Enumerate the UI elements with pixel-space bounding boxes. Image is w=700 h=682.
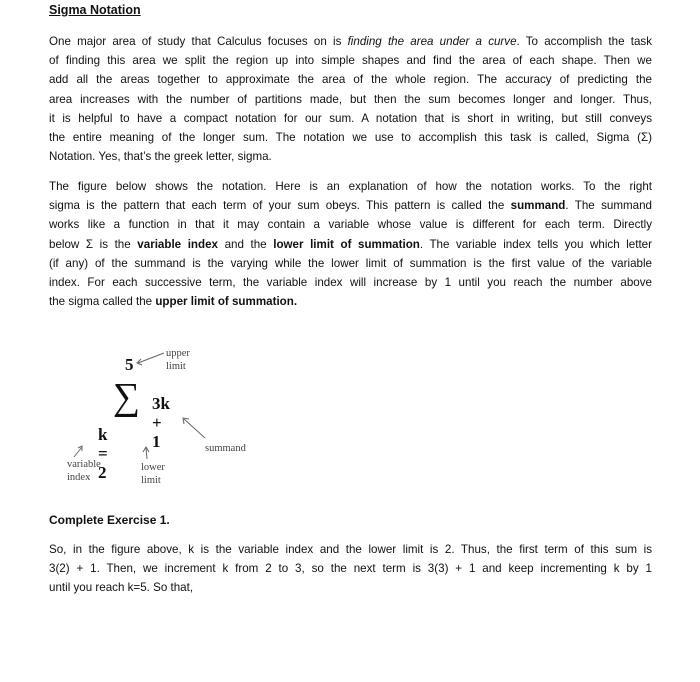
text-segment: of finding this area we split the region up into simple shapes and find the area of each shape. Then we (49, 54, 652, 68)
variable-arrow-icon (74, 447, 82, 457)
lower-label-line1: lower (141, 462, 165, 473)
text-segment: works like a function in that it may contain a variable whose value is different for each term. Directly (49, 218, 652, 232)
page-title: Sigma Notation (49, 3, 141, 17)
text-segment: So, in the figure above, k is the variable index and the lower limit is 2. Thus, the first term of this sum is (49, 543, 652, 556)
lower-arrow-icon (146, 448, 147, 459)
text-segment: One major area of study that Calculus focuses on is (49, 35, 348, 48)
upper-arrow-icon (138, 353, 164, 363)
text-segment: the sigma called the (49, 295, 156, 309)
summand-arrow-icon (184, 419, 205, 438)
summand-label: summand (205, 443, 246, 454)
text-segment: (if any) of the summand is the varying while the lower limit of summation is the first value of the variable (49, 256, 652, 270)
text-segment: until you reach k=5. So that, (49, 581, 194, 595)
bold-term: summand (510, 199, 566, 213)
text-line (49, 561, 652, 576)
text-segment: . To accomplish the task (516, 35, 652, 48)
text-line (49, 542, 652, 557)
bold-term: lower limit of summation (273, 237, 420, 251)
sigma-symbol: ∑ (113, 376, 141, 418)
text-segment: and the (218, 237, 274, 251)
variable-label-line1: variable (67, 459, 101, 470)
text-segment: area increases with the number of partitions made, but then the sum becomes longer and longer. Thus, (49, 92, 652, 106)
upper-limit-value: 5 (125, 355, 134, 374)
text-segment: . The variable index tells you which letter (419, 237, 652, 251)
text-segment: sigma is the pattern that each term of your sum obeys. This pattern is called the (49, 199, 511, 213)
lower-label-line2: limit (141, 475, 161, 486)
bold-term: variable index (137, 237, 218, 251)
text-segment: it is helpful to have a compact notation for our sum. A notation that is short in writing, but still conveys (49, 111, 652, 125)
variable-label-line2: index (67, 472, 91, 483)
text-segment: the entire meaning of the longer sum. The notation we use to accomplish this task is called, Sigma (Σ) (49, 131, 652, 144)
text-segment: below Σ is the (49, 237, 138, 251)
exercise-heading: Complete Exercise 1. (49, 513, 170, 527)
text-segment: The figure below shows the notation. Here is an explanation of how the notation works. To the right (49, 180, 652, 193)
italic-phrase: finding the area under a curve (347, 35, 517, 48)
text-segment: 3(2) + 1. Then, we increment k from 2 to 3, so the next term is 3(3) + 1 and keep incrementing k by 1 (49, 562, 652, 576)
bold-term: upper limit of summation. (155, 295, 298, 309)
summand-expression: 3k + 1 (152, 394, 170, 451)
lower-limit-expression: k = 2 (98, 425, 108, 482)
upper-limit-label: upper limit (166, 348, 190, 372)
text-line (49, 580, 652, 595)
text-segment: add all the areas together to approximate the area of the whole region. The accuracy of predicting the (49, 73, 652, 87)
text-segment: . The summand (565, 199, 652, 213)
text-segment: Notation. Yes, that’s the greek letter, sigma. (49, 150, 272, 164)
text-segment: index. For each successive term, the variable index will increase by 1 until you reach the number above (49, 276, 652, 289)
